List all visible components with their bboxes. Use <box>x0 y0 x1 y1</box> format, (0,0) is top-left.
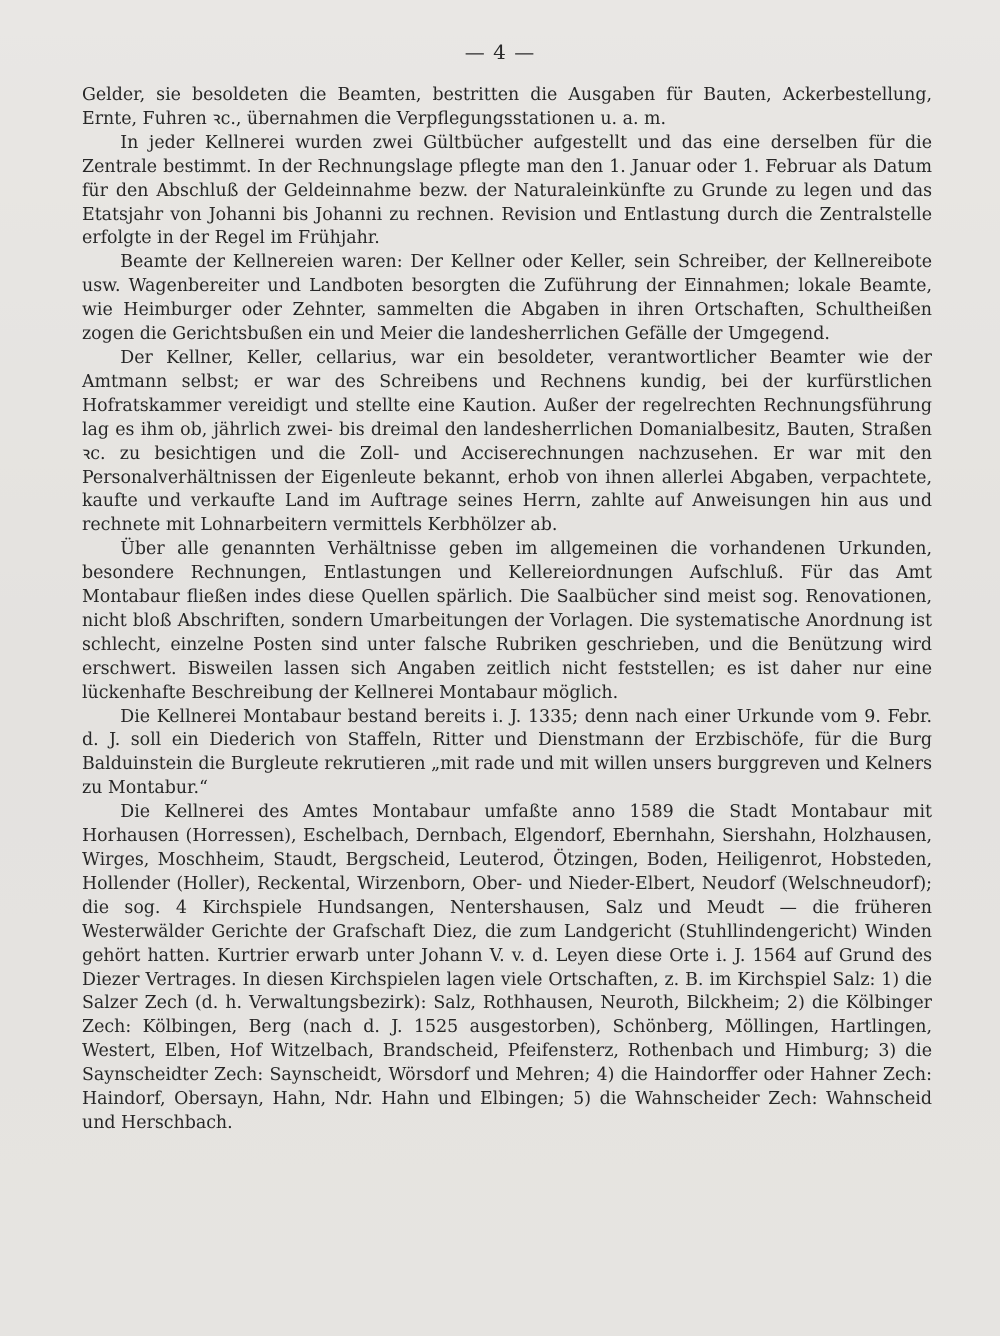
paragraph-kellnerei-1335: Die Kellnerei Montabaur bestand bereits i. J. 1335; denn nach einer Urkunde vom 9. Febr. d. J. soll ein Diederich von Staffeln, Ritter und Dienstmann der Erzbischöfe, für die Burg Balduinstein die Burgleute rekrutieren „mit rade und mit willen unsers burggreven und Kelners zu Montabur.“ <box>82 706 932 799</box>
body-text <box>82 84 932 1136</box>
paragraph-quellen: Über alle genannten Verhältnisse geben im allgemeinen die vorhandenen Urkunden, besondere Rechnungen, Entlastungen und Kellereiordnungen Aufschluß. Für das Amt Montabaur fließen indes diese Quellen spärlich. Die Saalbücher sind meist sog. Renovationen, nicht bloß Abschriften, sondern Umarbeitungen der Vorlagen. Die systematische Anordnung ist schlecht, einzelne Posten sind unter falsche Rubriken geschrieben, und die Benützung wird erschwert. Bisweilen lassen sich Angaben zeitlich nicht feststellen; es ist daher nur eine lückenhafte Beschreibung der Kellnerei Montabaur möglich. <box>82 539 932 703</box>
paragraph-kellner: Der Kellner, Keller, cellarius, war ein besoldeter, verantwortlicher Beamter wie der Amtmann selbst; er war des Schreibens und Rechnens kundig, bei der kurfürstlichen Hofratskammer vereidigt und stellte eine Kaution. Außer der regelrechten Rechnungsführung lag es ihm ob, jährlich zwei- bis dreimal den landesherrlichen Domanialbesitz, Bauten, Straßen ꝛc. zu besichtigen und die Zoll- und Acciserechnungen nachzusehen. Er war mit den Personalverhältnissen der Eigenleute bekannt, erhob von ihnen allerlei Abgaben, verpachtete, kaufte und verkaufte Land im Auftrage seines Herrn, zahlte auf Anweisungen hin aus und rechnete mit Lohnarbeitern vermittels Kerbhölzer ab. <box>82 347 932 536</box>
page-number: — 4 — <box>464 40 536 64</box>
paragraph-beamte: Beamte der Kellnereien waren: Der Kellner oder Keller, sein Schreiber, der Kellnereibote usw. Wagenbereiter und Landboten besorgten die Zuführung der Einnahmen; lokale Beamte, wie Heimburger oder Zehnter, sammelten die Abgaben in ihren Ortschaften, Schultheißen zogen die Gerichtsbußen ein und Meier die landesherrlichen Gefälle der Umgegend. <box>82 252 932 345</box>
paragraph-continuation: Gelder, sie besoldeten die Beamten, bestritten die Ausgaben für Bauten, Ackerbestellung, Ernte, Fuhren ꝛc., übernahmen die Verpflegungsstationen u. a. m. <box>82 85 932 129</box>
paragraph-kellnerei-1589: Die Kellnerei des Amtes Montabaur umfaßte anno 1589 die Stadt Montabaur mit Horhausen (Horressen), Eschelbach, Dernbach, Elgendorf, Ebernhahn, Siershahn, Holzhausen, Wirges, Moschheim, Staudt, Bergscheid, Leuterod, Ötzingen, Boden, Heiligenrot, Hobsteden, Hollender (Holler), Reckental, Wirzenborn, Ober- und Nieder-Elbert, Neudorf (Welschneudorf); die sog. 4 Kirchspiele Hundsangen, Nentershausen, Salz und Meudt — die früheren Westerwälder Gerichte der Grafschaft Diez, die zum Landgericht (Stuhllindengericht) Winden gehört hatten. Kurtrier erwarb unter Johann V. v. d. Leyen diese Orte i. J. 1564 auf Grund des Diezer Vertrages. In diesen Kirchspielen lagen viele Ortschaften, z. B. im Kirchspiel Salz: 1) die Salzer Zech (d. h. Verwaltungsbezirk): Salz, Rothhausen, Neuroth, Bilckheim; 2) die Kölbinger Zech: Kölbingen, Berg (nach d. J. 1525 ausgestorben), Schönberg, Möllingen, Hartlingen, Westert, Elben, Hof Witzelbach, Brandscheid, Pfeifensterz, Rothenbach und Himburg; 3) die Saynscheidter Zech: Saynscheidt, Wörsdorf und Mehren; 4) die Haindorffer oder Hahner Zech: Haindorf, Obersayn, Hahn, Ndr. Hahn und Elbingen; 5) die Wahnscheider Zech: Wahnscheid und Herschbach. <box>82 802 932 1133</box>
paragraph-gueltbuecher: In jeder Kellnerei wurden zwei Gültbücher aufgestellt und das eine derselben für die Zentrale bestimmt. In der Rechnungslage pflegte man den 1. Januar oder 1. Februar als Datum für den Abschluß der Geldeinnahme bezw. der Naturaleinkünfte zu Grunde zu legen und das Etatsjahr von Johanni bis Johanni zu rechnen. Revision und Entlastung durch die Zentralstelle erfolgte in der Regel im Frühjahr. <box>82 132 932 249</box>
